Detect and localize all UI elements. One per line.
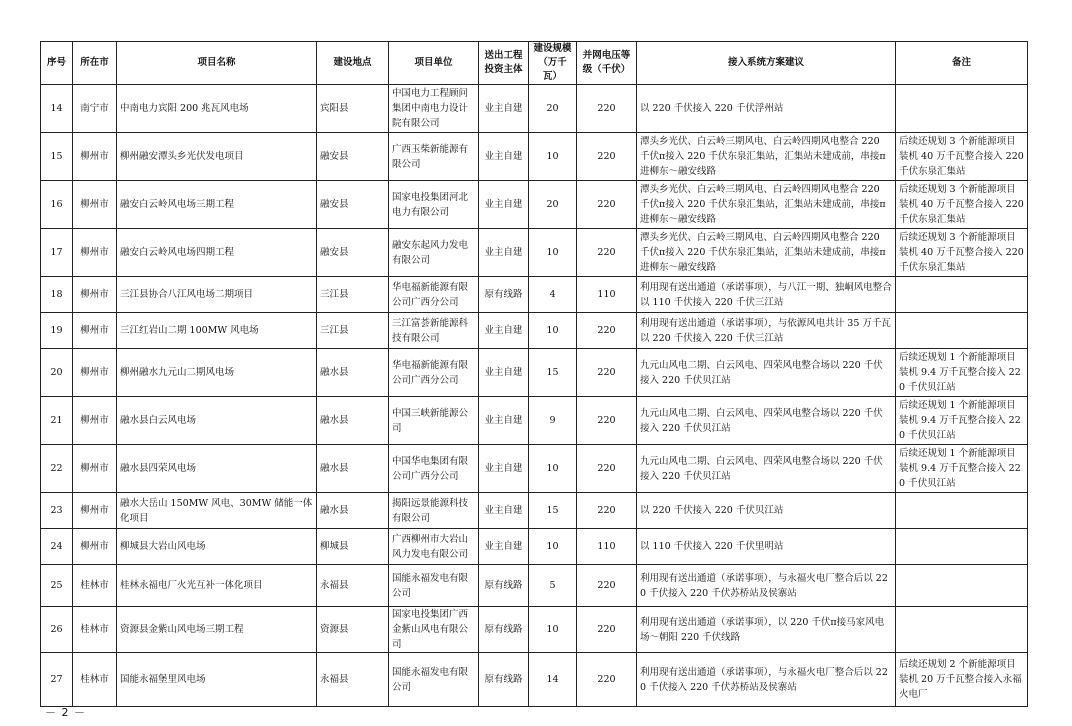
project-name-cell: 中南电力宾阳 200 兆瓦风电场 — [117, 85, 317, 133]
city-cell: 柳州市 — [73, 277, 117, 313]
table-row — [41, 349, 1028, 397]
project-name-cell: 融安白云岭风电场四期工程 — [117, 229, 317, 277]
investor-cell: 原有线路 — [479, 653, 529, 707]
scale-cell: 10 — [529, 607, 577, 653]
location-cell: 柳城县 — [317, 529, 389, 565]
voltage-cell: 110 — [577, 277, 637, 313]
city-cell: 柳州市 — [73, 397, 117, 445]
voltage-cell: 220 — [577, 313, 637, 349]
investor-cell: 业主自建 — [479, 493, 529, 529]
plan-cell: 潭头乡光伏、白云岭三期风电、白云岭四期风电整合 220 千伏π接入 220 千伏东泉汇集站，汇集站未建成前，串接π进柳东～融安线路 — [637, 181, 896, 229]
table-row — [41, 313, 1028, 349]
plan-cell: 利用现有送出通道（承诺事项），以 220 千伏π接马家风电场～朝阳 220 千伏线路 — [637, 607, 896, 653]
table-row — [41, 181, 1028, 229]
plan-cell: 九元山风电二期、白云风电、四荣风电整合场以 220 千伏接入 220 千伏贝江站 — [637, 349, 896, 397]
row-number: 25 — [41, 565, 73, 607]
project-name-cell: 融水县白云风电场 — [117, 397, 317, 445]
investor-cell: 业主自建 — [479, 529, 529, 565]
project-name-cell: 融水大岳山 150MW 风电、30MW 储能一体化项目 — [117, 493, 317, 529]
location-cell: 融安县 — [317, 181, 389, 229]
table-row — [41, 445, 1028, 493]
plan-cell: 九元山风电二期、白云风电、四荣风电整合场以 220 千伏接入 220 千伏贝江站 — [637, 397, 896, 445]
column-header: 所在市 — [73, 42, 117, 85]
city-cell: 桂林市 — [73, 565, 117, 607]
note-cell — [896, 493, 1028, 529]
investor-cell: 业主自建 — [479, 349, 529, 397]
unit-cell: 华电福新能源有限公司广西分公司 — [389, 277, 479, 313]
investor-cell: 业主自建 — [479, 133, 529, 181]
scale-cell: 10 — [529, 529, 577, 565]
investor-cell: 业主自建 — [479, 181, 529, 229]
note-cell — [896, 313, 1028, 349]
city-cell: 南宁市 — [73, 85, 117, 133]
plan-cell: 潭头乡光伏、白云岭三期风电、白云岭四期风电整合 220 千伏π接入 220 千伏东泉汇集站，汇集站未建成前，串接π进柳东～融安线路 — [637, 133, 896, 181]
voltage-cell: 110 — [577, 529, 637, 565]
location-cell: 融水县 — [317, 349, 389, 397]
voltage-cell: 220 — [577, 653, 637, 707]
project-name-cell: 三江红岩山二期 100MW 风电场 — [117, 313, 317, 349]
row-number: 18 — [41, 277, 73, 313]
voltage-cell: 220 — [577, 133, 637, 181]
unit-cell: 揭阳远景能源科技有限公司 — [389, 493, 479, 529]
note-cell: 后续还规划 3 个新能源项目装机 40 万千瓦整合接入 220 千伏东泉汇集站 — [896, 229, 1028, 277]
city-cell: 柳州市 — [73, 349, 117, 397]
voltage-cell: 220 — [577, 397, 637, 445]
table-body — [41, 85, 1028, 707]
note-cell — [896, 607, 1028, 653]
row-number: 23 — [41, 493, 73, 529]
unit-cell: 中国三峡新能源公司 — [389, 397, 479, 445]
project-name-cell: 融水县四荣风电场 — [117, 445, 317, 493]
unit-cell: 融安东起风力发电有限公司 — [389, 229, 479, 277]
plan-cell: 利用现有送出通道（承诺事项），与八江一期、独峒风电整合以 110 千伏接入 220 千伏三江站 — [637, 277, 896, 313]
unit-cell: 广西柳州市大岩山风力发电有限公司 — [389, 529, 479, 565]
location-cell: 宾阳县 — [317, 85, 389, 133]
plan-cell: 利用现有送出通道（承诺事项），与永福火电厂整合后以 220 千伏接入 220 千伏苏桥站及侯寨站 — [637, 565, 896, 607]
location-cell: 融水县 — [317, 493, 389, 529]
table-row — [41, 529, 1028, 565]
project-name-cell: 柳城县大岩山风电场 — [117, 529, 317, 565]
plan-cell: 九元山风电二期、白云风电、四荣风电整合场以 220 千伏接入 220 千伏贝江站 — [637, 445, 896, 493]
table-row — [41, 493, 1028, 529]
table-row — [41, 565, 1028, 607]
project-name-cell: 资源县金紫山风电场三期工程 — [117, 607, 317, 653]
voltage-cell: 220 — [577, 349, 637, 397]
scale-cell: 10 — [529, 229, 577, 277]
row-number: 21 — [41, 397, 73, 445]
row-number: 27 — [41, 653, 73, 707]
project-name-cell: 桂林永福电厂火光互补一体化项目 — [117, 565, 317, 607]
table-row — [41, 133, 1028, 181]
note-cell — [896, 529, 1028, 565]
investor-cell: 业主自建 — [479, 313, 529, 349]
row-number: 19 — [41, 313, 73, 349]
scale-cell: 10 — [529, 133, 577, 181]
city-cell: 柳州市 — [73, 229, 117, 277]
project-name-cell: 国能永福堡里风电场 — [117, 653, 317, 707]
investor-cell: 业主自建 — [479, 397, 529, 445]
column-header: 备注 — [896, 42, 1028, 85]
note-cell: 后续还规划 3 个新能源项目装机 40 万千瓦整合接入 220 千伏东泉汇集站 — [896, 133, 1028, 181]
scale-cell: 15 — [529, 349, 577, 397]
note-cell — [896, 565, 1028, 607]
investor-cell: 业主自建 — [479, 229, 529, 277]
plan-cell: 利用现有送出通道（承诺事项），与永福火电厂整合后以 220 千伏接入 220 千伏苏桥站及侯寨站 — [637, 653, 896, 707]
note-cell — [896, 85, 1028, 133]
table-row — [41, 653, 1028, 707]
table-row — [41, 229, 1028, 277]
location-cell: 融安县 — [317, 133, 389, 181]
note-cell — [896, 277, 1028, 313]
investor-cell: 原有线路 — [479, 607, 529, 653]
location-cell: 融水县 — [317, 445, 389, 493]
column-header: 序号 — [41, 42, 73, 85]
unit-cell: 国能永福发电有限公司 — [389, 653, 479, 707]
header-row — [41, 42, 1028, 85]
voltage-cell: 220 — [577, 181, 637, 229]
column-header: 项目单位 — [389, 42, 479, 85]
scale-cell: 14 — [529, 653, 577, 707]
city-cell: 柳州市 — [73, 529, 117, 565]
location-cell: 永福县 — [317, 653, 389, 707]
voltage-cell: 220 — [577, 445, 637, 493]
city-cell: 柳州市 — [73, 313, 117, 349]
row-number: 26 — [41, 607, 73, 653]
unit-cell: 广西玉柴新能源有限公司 — [389, 133, 479, 181]
scale-cell: 4 — [529, 277, 577, 313]
voltage-cell: 220 — [577, 85, 637, 133]
scale-cell: 10 — [529, 445, 577, 493]
table-row — [41, 85, 1028, 133]
column-header: 项目名称 — [117, 42, 317, 85]
row-number: 22 — [41, 445, 73, 493]
column-header: 送出工程投资主体 — [479, 42, 529, 85]
row-number: 16 — [41, 181, 73, 229]
unit-cell: 中国华电集团有限公司广西分公司 — [389, 445, 479, 493]
column-header: 并网电压等级（千伏） — [577, 42, 637, 85]
city-cell: 柳州市 — [73, 133, 117, 181]
note-cell: 后续还规划 1 个新能源项目装机 9.4 万千瓦整合接入 220 千伏贝江站 — [896, 445, 1028, 493]
note-cell: 后续还规划 1 个新能源项目装机 9.4 万千瓦整合接入 220 千伏贝江站 — [896, 349, 1028, 397]
location-cell: 三江县 — [317, 277, 389, 313]
note-cell: 后续还规划 2 个新能源项目装机 20 万千瓦整合接入永福火电厂 — [896, 653, 1028, 707]
note-cell: 后续还规划 1 个新能源项目装机 9.4 万千瓦整合接入 220 千伏贝江站 — [896, 397, 1028, 445]
investor-cell: 原有线路 — [479, 565, 529, 607]
investor-cell: 业主自建 — [479, 85, 529, 133]
investor-cell: 业主自建 — [479, 445, 529, 493]
scale-cell: 10 — [529, 313, 577, 349]
column-header: 建设规模（万千瓦） — [529, 42, 577, 85]
row-number: 24 — [41, 529, 73, 565]
row-number: 15 — [41, 133, 73, 181]
voltage-cell: 220 — [577, 565, 637, 607]
row-number: 20 — [41, 349, 73, 397]
unit-cell: 中国电力工程顾问集团中南电力设计院有限公司 — [389, 85, 479, 133]
project-name-cell: 柳州融水九元山二期风电场 — [117, 349, 317, 397]
voltage-cell: 220 — [577, 493, 637, 529]
plan-cell: 利用现有送出通道（承诺事项），与依源风电共计 35 万千瓦以 220 千伏接入 220 千伏三江站 — [637, 313, 896, 349]
table-row — [41, 607, 1028, 653]
plan-cell: 以 220 千伏接入 220 千伏浮州站 — [637, 85, 896, 133]
voltage-cell: 220 — [577, 229, 637, 277]
table-row — [41, 277, 1028, 313]
city-cell: 桂林市 — [73, 607, 117, 653]
column-header: 接入系统方案建议 — [637, 42, 896, 85]
project-table — [40, 41, 1028, 707]
plan-cell: 以 220 千伏接入 220 千伏贝江站 — [637, 493, 896, 529]
project-name-cell: 融安白云岭风电场三期工程 — [117, 181, 317, 229]
location-cell: 融水县 — [317, 397, 389, 445]
note-cell: 后续还规划 3 个新能源项目装机 40 万千瓦整合接入 220 千伏东泉汇集站 — [896, 181, 1028, 229]
unit-cell: 三江富荟新能源科技有限公司 — [389, 313, 479, 349]
project-name-cell: 三江县协合八江风电场二期项目 — [117, 277, 317, 313]
city-cell: 桂林市 — [73, 653, 117, 707]
city-cell: 柳州市 — [73, 181, 117, 229]
location-cell: 资源县 — [317, 607, 389, 653]
location-cell: 永福县 — [317, 565, 389, 607]
unit-cell: 国家电投集团广西金紫山风电有限公司 — [389, 607, 479, 653]
investor-cell: 原有线路 — [479, 277, 529, 313]
scale-cell: 15 — [529, 493, 577, 529]
unit-cell: 国家电投集团河北电力有限公司 — [389, 181, 479, 229]
unit-cell: 华电福新能源有限公司广西分公司 — [389, 349, 479, 397]
city-cell: 柳州市 — [73, 445, 117, 493]
scale-cell: 20 — [529, 181, 577, 229]
plan-cell: 以 110 千伏接入 220 千伏里明站 — [637, 529, 896, 565]
scale-cell: 9 — [529, 397, 577, 445]
project-name-cell: 柳州融安潭头乡光伏发电项目 — [117, 133, 317, 181]
scale-cell: 20 — [529, 85, 577, 133]
table-row — [41, 397, 1028, 445]
column-header: 建设地点 — [317, 42, 389, 85]
location-cell: 融安县 — [317, 229, 389, 277]
page-number: － 2 － — [45, 706, 86, 719]
location-cell: 三江县 — [317, 313, 389, 349]
row-number: 17 — [41, 229, 73, 277]
plan-cell: 潭头乡光伏、白云岭三期风电、白云岭四期风电整合 220 千伏π接入 220 千伏东泉汇集站，汇集站未建成前，串接π进柳东～融安线路 — [637, 229, 896, 277]
unit-cell: 国能永福发电有限公司 — [389, 565, 479, 607]
city-cell: 柳州市 — [73, 493, 117, 529]
voltage-cell: 220 — [577, 607, 637, 653]
row-number: 14 — [41, 85, 73, 133]
scale-cell: 5 — [529, 565, 577, 607]
